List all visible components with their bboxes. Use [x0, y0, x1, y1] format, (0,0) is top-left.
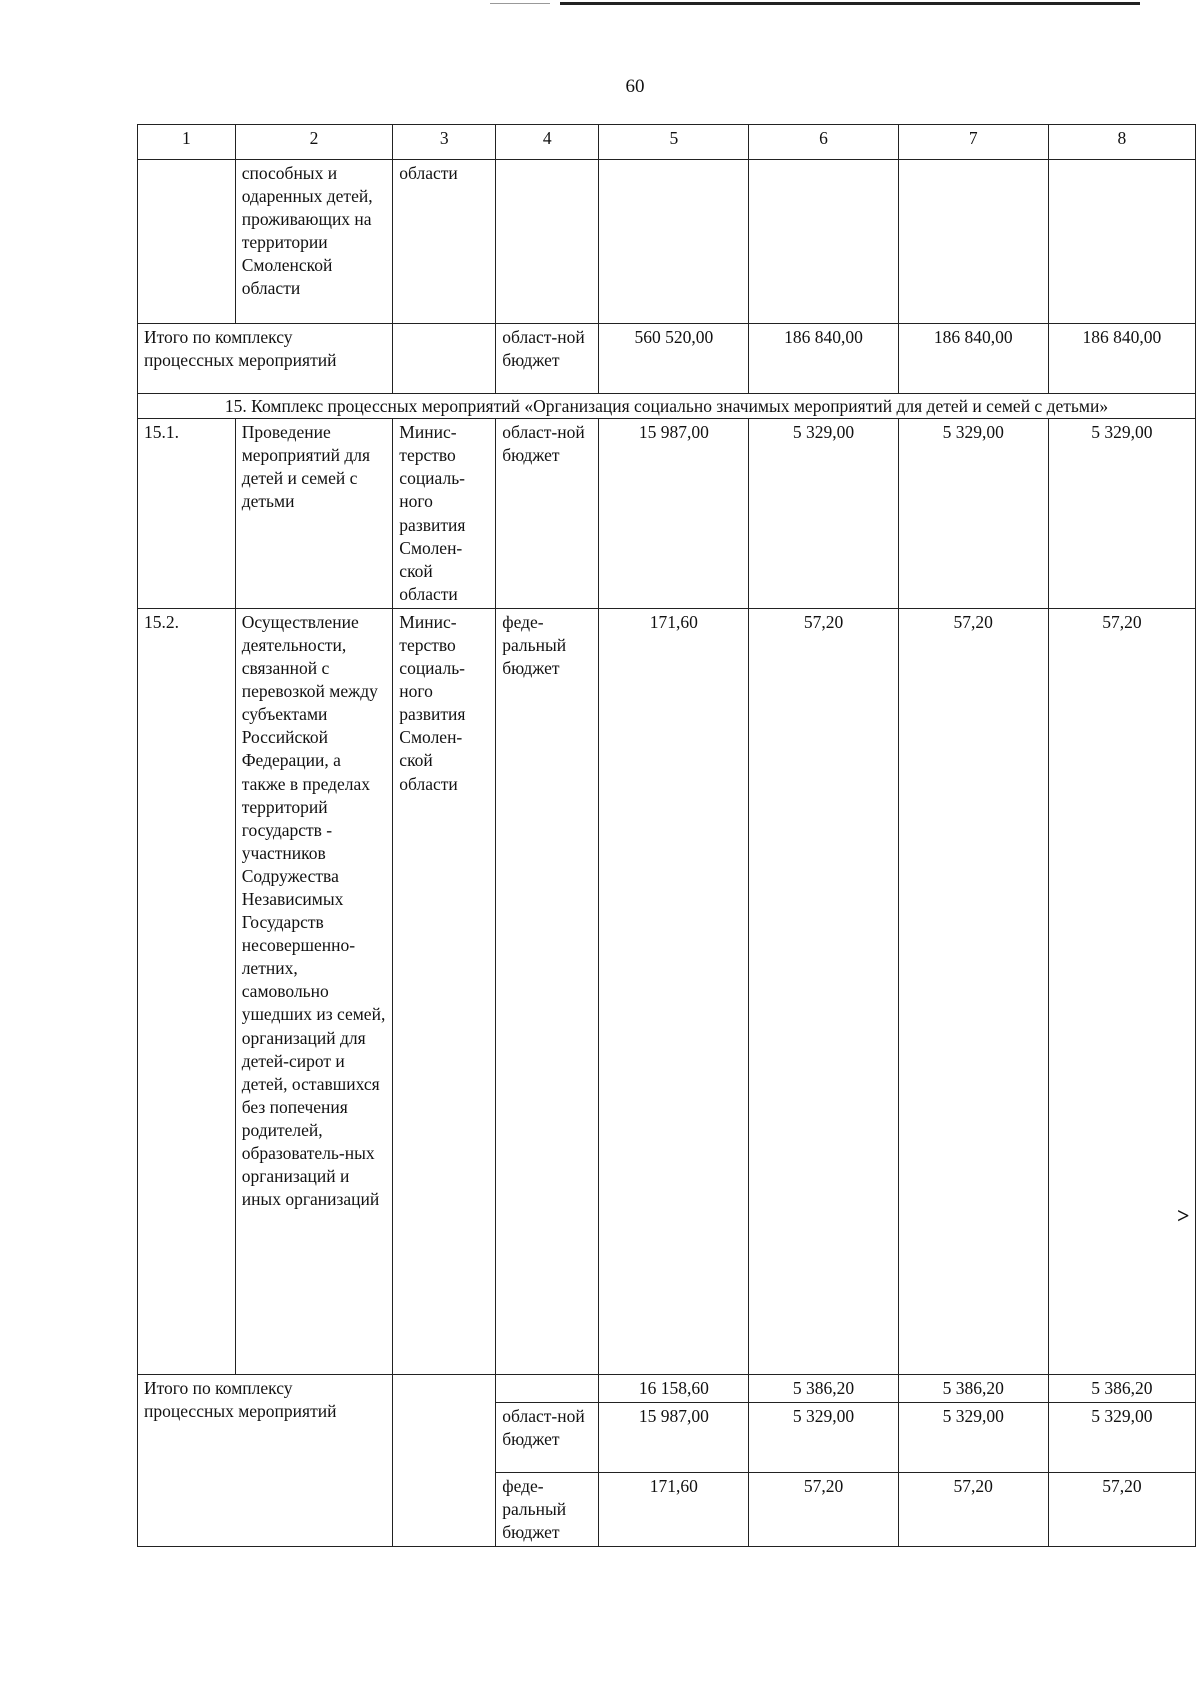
total-all-col7: 5 386,20: [898, 1374, 1048, 1402]
row-number: 15.2.: [138, 608, 236, 1374]
value-col7: 5 329,00: [898, 1402, 1048, 1472]
total-row-section-14: [138, 324, 1196, 394]
table-row-15-1: [138, 419, 1196, 609]
value-col8: 57,20: [1048, 608, 1195, 1374]
executor: Минис-терство социаль-ного развития Смолен-ской области: [393, 419, 496, 609]
value-col6: 186 840,00: [749, 324, 898, 394]
continued-row: [138, 160, 1196, 324]
value-col7: 186 840,00: [898, 324, 1048, 394]
value-col6: 5 329,00: [749, 1402, 898, 1472]
measure-name: Проведение мероприятий для детей и семей с детьми: [235, 419, 393, 609]
value-col6: 5 329,00: [749, 419, 898, 609]
total-all-col6: 5 386,20: [749, 1374, 898, 1402]
value-col5: 15 987,00: [599, 419, 749, 609]
page-number: 60: [625, 76, 645, 97]
table-row-15-2: [138, 608, 1196, 1374]
column-header-8: 8: [1048, 125, 1195, 160]
total-all-col5: 16 158,60: [599, 1374, 749, 1402]
funding-source: феде-ральный бюджет: [496, 1472, 599, 1546]
value-col6: 57,20: [749, 1472, 898, 1546]
column-header-7: 7: [898, 125, 1048, 160]
measure-name: Осуществление деятельности, связанной с перевозкой между субъектами Российской Федерации, а также в пределах территорий государств - участников Содружества Независимых Государств несовершенно-летних, самовольно ушедших из семей, организаций для детей-сирот и детей, оставшихся без попечения родителей, образователь-ных организаций и иных организаций: [235, 608, 393, 1374]
value-col8: 5 329,00: [1048, 419, 1195, 609]
empty-cell: [898, 160, 1048, 324]
value-col7: 57,20: [898, 1472, 1048, 1546]
column-header-3: 3: [393, 125, 496, 160]
value-col5: 560 520,00: [599, 324, 749, 394]
funding-source: област-ной бюджет: [496, 1402, 599, 1472]
value-col5: 171,60: [599, 608, 749, 1374]
header-row: [138, 125, 1196, 160]
value-col8: 57,20: [1048, 1472, 1195, 1546]
total-row-section-15: [138, 1374, 1196, 1402]
funding-source: област-ной бюджет: [496, 419, 599, 609]
executor: Минис-терство социаль-ного развития Смолен-ской области: [393, 608, 496, 1374]
value-col8: 186 840,00: [1048, 324, 1195, 394]
funding-source: феде-ральный бюджет: [496, 608, 599, 1374]
empty-cell: [496, 160, 599, 324]
total-all-col8: 5 386,20: [1048, 1374, 1195, 1402]
top-scan-line-short: [490, 3, 550, 4]
column-header-1: 1: [138, 125, 236, 160]
value-col8: 5 329,00: [1048, 1402, 1195, 1472]
value-col7: 5 329,00: [898, 419, 1048, 609]
continued-executor-cell: области: [393, 160, 496, 324]
continued-name-cell: способных и одаренных детей, проживающих на территории Смоленской области: [235, 160, 393, 324]
funding-source: област-ной бюджет: [496, 324, 599, 394]
empty-cell: [1048, 160, 1195, 324]
section-15-title: 15. Комплекс процессных мероприятий «Организация социально значимых мероприятий для детей и семей с детьми»: [138, 394, 1196, 419]
value-col6: 57,20: [749, 608, 898, 1374]
empty-cell: [749, 160, 898, 324]
value-col5: 15 987,00: [599, 1402, 749, 1472]
column-header-2: 2: [235, 125, 393, 160]
column-header-6: 6: [749, 125, 898, 160]
empty-cell: [496, 1374, 599, 1402]
column-header-5: 5: [599, 125, 749, 160]
continued-number-cell: [138, 160, 236, 324]
total-label: Итого по комплексу процессных мероприятий: [138, 1374, 393, 1546]
margin-mark-glyph: >: [1177, 1203, 1190, 1228]
budget-table: [137, 124, 1196, 1547]
top-scan-line: [560, 2, 1140, 5]
empty-cell: [393, 1374, 496, 1546]
total-label: Итого по комплексу процессных мероприятий: [138, 324, 393, 394]
section-header-row: [138, 394, 1196, 419]
empty-cell: [599, 160, 749, 324]
column-header-4: 4: [496, 125, 599, 160]
row-number: 15.1.: [138, 419, 236, 609]
value-col5: 171,60: [599, 1472, 749, 1546]
empty-cell: [393, 324, 496, 394]
value-col7: 57,20: [898, 608, 1048, 1374]
